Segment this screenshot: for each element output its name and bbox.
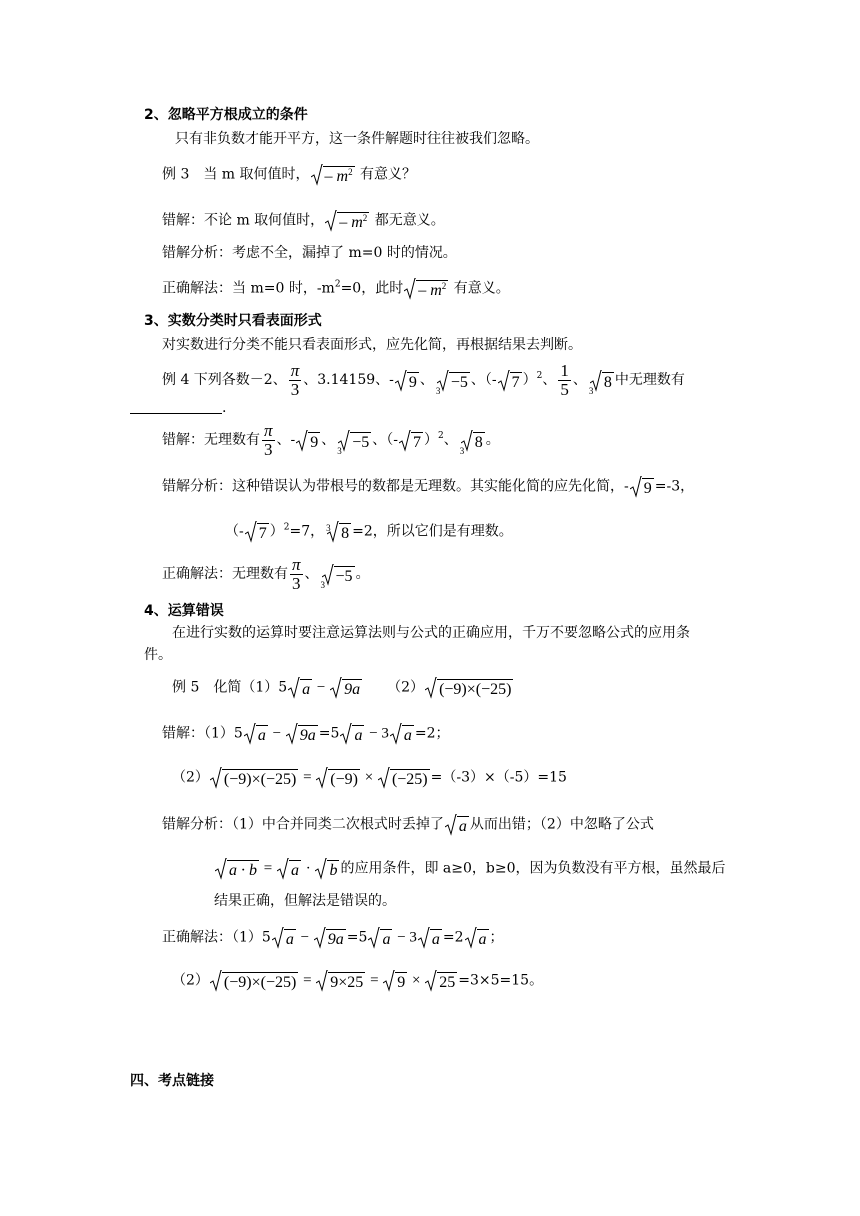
fraction-1-5: $\frac{1}{5}$ bbox=[560, 360, 569, 399]
radical: 9 bbox=[296, 429, 320, 452]
radical: 9a bbox=[330, 676, 362, 699]
radical: a bbox=[272, 926, 296, 949]
wrong-analysis-5-cont: 结果正确，但解法是错误的。 bbox=[214, 893, 396, 909]
radical: a bbox=[340, 722, 364, 745]
radical: (−9)×(−25) bbox=[210, 766, 298, 789]
section-heading-3: 3、实数分类时只看表面形式 bbox=[144, 313, 322, 329]
example-3-prefix: 例 3 当 m 取何值时， bbox=[162, 166, 310, 183]
correct-solution-3: 正确解法：当 m=0 时，$-m^2=0$，此时 – $m^2$ 有意义。 bbox=[162, 277, 510, 300]
radical: 9a bbox=[314, 926, 346, 949]
blank-line bbox=[130, 399, 222, 414]
example-3-suffix: 有意义？ bbox=[355, 166, 417, 183]
correct-solution-4: 正确解法：无理数有 $\frac{\pi}{3}$ 、 3 −5 。 bbox=[162, 554, 370, 593]
example-4: 例 4 下列各数－2、 $\frac{\pi}{3}$ 、3.14159、- 9 、 3 −5 、（- 7 ）$^2$、 $\frac{1}{5}$ 、 3 8 中无理数有 bbox=[162, 360, 685, 399]
radical: a bbox=[368, 926, 392, 949]
fraction-pi-3: $\frac{\pi}{3}$ bbox=[292, 554, 301, 593]
cube-root: 3 −5 bbox=[320, 563, 355, 586]
example-3 bbox=[162, 163, 416, 186]
wrong-analysis-5: 错解分析：（1）中合并同类二次根式时丢掉了 a 从而出错；（2）中忽略了公式 bbox=[162, 813, 654, 836]
answer-blank: . bbox=[130, 398, 226, 418]
radical: 7 bbox=[498, 369, 522, 392]
cube-root: 3 −5 bbox=[336, 429, 371, 452]
radical: a bbox=[465, 926, 489, 949]
wrong-analysis-4-cont: （- 7 ）$^2$=7， 3 8 =2，所以它们是有理数。 bbox=[225, 520, 513, 543]
radical: 9a bbox=[286, 722, 318, 745]
section-heading-2: 2、忽略平方根成立的条件 bbox=[144, 107, 308, 123]
radical: (−9) bbox=[316, 766, 360, 789]
example-5: 例 5 化简（1）5 a − 9a （2） (−9)×(−25) bbox=[172, 676, 514, 699]
cube-root: 3 8 bbox=[326, 523, 350, 542]
wrong-analysis-4: 错解分析：这种错误认为带根号的数都是无理数。其实能化简的应先化简，- 9 =-3， bbox=[162, 475, 694, 498]
radical: (−25) bbox=[378, 766, 430, 789]
section-intro-3: 对实数进行分类不能只看表面形式，应先化简，再根据结果去判断。 bbox=[162, 337, 582, 353]
radical: 9×25 bbox=[316, 969, 365, 992]
fraction-pi-3: $\frac{\pi}{3}$ bbox=[290, 360, 300, 399]
radical: a bbox=[445, 813, 469, 836]
section-heading-4: 4、运算错误 bbox=[144, 603, 224, 619]
radical: 7 bbox=[245, 520, 269, 543]
radical: – $m^2$ bbox=[325, 209, 369, 232]
radical: 9 bbox=[383, 969, 407, 992]
correct-solution-5-1: 正确解法：（1）5 a − 9a =5 a − 3 a =2 a ； bbox=[162, 926, 504, 949]
radical: a bbox=[277, 857, 301, 880]
cube-root: 3 8 bbox=[459, 429, 485, 452]
fraction-pi-3: $\frac{\pi}{3}$ bbox=[264, 420, 273, 459]
section-intro-4-cont: 件。 bbox=[144, 647, 172, 663]
radical: a bbox=[418, 926, 442, 949]
section-heading-kaodian: 四、考点链接 bbox=[130, 1073, 214, 1089]
cube-root: 3 8 bbox=[588, 369, 614, 392]
radical: (−9)×(−25) bbox=[210, 969, 298, 992]
radical: (−9)×(−25) bbox=[425, 676, 513, 699]
radical: b bbox=[315, 857, 339, 880]
wrong-solution-4: 错解：无理数有 $\frac{\pi}{3}$ 、- 9 、 3 −5 、（- 7 ）$^2$、 3 8 。 bbox=[162, 420, 500, 459]
radical: – $m^2$ bbox=[311, 163, 355, 186]
radical: a bbox=[390, 722, 414, 745]
wrong-solution-5-1: 错解：（1）5 a − 9a =5 a − 3 a =2； bbox=[162, 722, 450, 745]
radical: 9 bbox=[630, 475, 654, 498]
wrong-solution-3: 错解：不论 m 取何值时， – $m^2$ 都无意义。 bbox=[162, 209, 445, 232]
correct-solution-5-2: （2） (−9)×(−25) = 9×25 = 9 × 25 =3×5=15。 bbox=[172, 969, 543, 992]
cube-root: 3 −5 bbox=[435, 369, 470, 392]
radical: 7 bbox=[399, 429, 423, 452]
section-intro-2: 只有非负数才能开平方，这一条件解题时往往被我们忽略。 bbox=[175, 131, 539, 147]
wrong-analysis-5-formula: a · b = a · b 的应用条件，即 a≥0，b≥0，因为负数没有平方根，虽然最后 bbox=[214, 857, 726, 880]
radical: – $m^2$ bbox=[404, 277, 448, 300]
radical: a bbox=[288, 676, 312, 699]
section-intro-4: 在进行实数的运算时要注意运算法则与公式的正确应用，千万不要忽略公式的应用条 bbox=[172, 625, 690, 641]
wrong-analysis-3: 错解分析：考虑不全，漏掉了 m=0 时的情况。 bbox=[162, 245, 457, 261]
wrong-solution-5-2: （2） (−9)×(−25) = (−9) × (−25) =（-3）×（-5）=15 bbox=[172, 766, 567, 789]
radical: 9 bbox=[395, 369, 419, 392]
radical: a bbox=[244, 722, 268, 745]
radical: a · b bbox=[215, 857, 259, 880]
radical: 25 bbox=[425, 969, 457, 992]
